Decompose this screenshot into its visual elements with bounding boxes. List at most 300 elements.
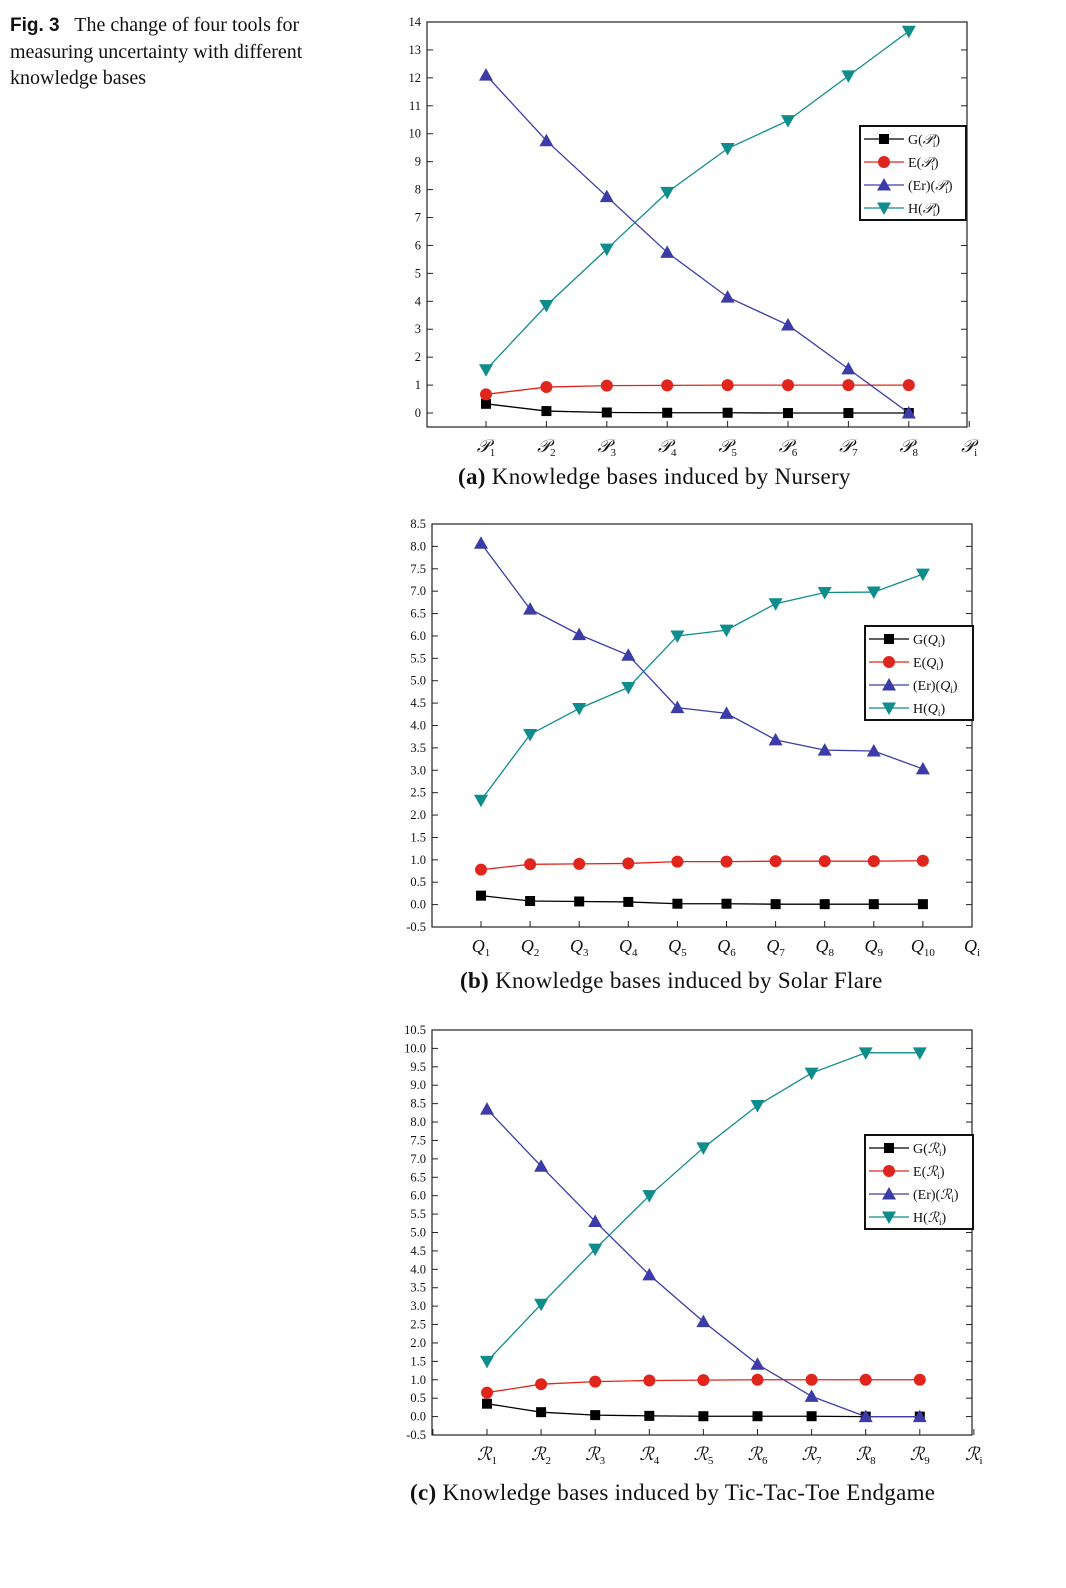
series-circle [481, 1374, 926, 1399]
data-point [572, 703, 586, 716]
data-point [723, 408, 733, 418]
legend-series-name: H [913, 702, 924, 717]
series-line [486, 75, 909, 413]
x-var: Q [569, 936, 583, 956]
data-point [721, 143, 735, 156]
data-point [843, 408, 853, 418]
x-subscript: 5 [681, 947, 687, 959]
y-tick-label: 1.0 [410, 1372, 426, 1387]
series-circle [475, 855, 929, 876]
legend-paren-close: ) [941, 1211, 947, 1226]
legend-paren-close: ) [947, 179, 953, 194]
series-line [486, 31, 909, 370]
x-subscript: 2 [545, 1455, 552, 1467]
data-point [479, 364, 493, 377]
x-var: 𝒫 [961, 436, 975, 456]
data-point [474, 536, 488, 549]
y-tick-label: 1.0 [410, 852, 426, 867]
x-subscript: 4 [670, 447, 677, 459]
x-var: ℛ [531, 1444, 546, 1464]
y-tick-label: 7.5 [410, 1133, 426, 1148]
data-point [573, 858, 585, 870]
data-point [903, 379, 915, 391]
caption-c-label: (c) [410, 1480, 437, 1505]
x-subscript: 9 [924, 1455, 930, 1467]
data-point [753, 1411, 763, 1421]
x-subscript: 8 [870, 1455, 876, 1467]
legend-paren: ( [935, 679, 941, 694]
data-point [698, 1411, 708, 1421]
data-point [475, 864, 487, 876]
x-tick-label [570, 936, 589, 959]
legend-subscript: i [950, 685, 953, 695]
y-tick-label: 10.0 [404, 1041, 426, 1056]
legend-label [913, 1165, 945, 1181]
x-var: ℛ [585, 1444, 600, 1464]
data-point [622, 857, 634, 869]
legend [865, 626, 973, 720]
legend-paren: ( [921, 1165, 927, 1180]
y-tick-label: 4.0 [410, 718, 426, 733]
data-point [770, 855, 782, 867]
x-subscript: 6 [791, 447, 798, 459]
data-point [769, 733, 783, 746]
legend-subscript: i [937, 639, 941, 649]
data-point [621, 682, 635, 695]
x-var: Q [766, 936, 780, 956]
data-point [867, 587, 881, 600]
x-var: 𝒫 [537, 436, 551, 456]
x-tick-label [911, 936, 936, 959]
legend-series-name: G [913, 1142, 924, 1157]
data-point [721, 290, 735, 303]
legend-paren-close: ) [939, 1165, 945, 1180]
y-tick-label: 7.0 [410, 584, 426, 599]
x-tick-label [900, 436, 919, 459]
legend-var: Q [927, 702, 938, 717]
x-subscript: 6 [730, 947, 736, 959]
y-tick-label: 5.0 [410, 1225, 426, 1240]
data-point [781, 115, 795, 128]
y-tick-label: 14 [408, 15, 421, 29]
x-var: ℛ [801, 1444, 817, 1464]
data-point [541, 406, 551, 416]
y-tick-label: 5.5 [410, 651, 426, 666]
y-tick-label: 2.5 [410, 1317, 426, 1332]
y-tick-label: 1.5 [410, 1354, 426, 1369]
data-point [721, 856, 733, 868]
data-point [476, 891, 486, 901]
x-var: Q [717, 936, 731, 956]
x-tick-label [766, 936, 785, 959]
legend-subscript: i [951, 1194, 954, 1204]
legend-paren-close: ) [953, 1188, 959, 1203]
data-point [481, 1387, 493, 1399]
data-point [805, 1389, 819, 1402]
data-point [842, 379, 854, 391]
legend-subscript: i [932, 208, 936, 218]
series-square [476, 891, 928, 910]
legend-paren-close: ) [933, 156, 939, 171]
legend-paren-close: ) [935, 133, 941, 148]
data-point [525, 896, 535, 906]
x-tick-label [693, 1444, 713, 1467]
data-point [623, 897, 633, 907]
data-point [621, 648, 635, 661]
x-tick-label [619, 936, 638, 959]
legend-series-name: E [908, 156, 917, 171]
caption-b [460, 968, 883, 994]
legend-paren: ( [923, 1211, 928, 1226]
legend-series-name: (Er) [913, 679, 936, 694]
x-subscript: 9 [877, 947, 884, 959]
y-tick-label: 6.5 [410, 606, 426, 621]
caption-c [410, 1477, 980, 1509]
x-subscript: 5 [707, 1455, 714, 1467]
caption-c-text: Knowledge bases induced by Tic-Tac-Toe Endgame [442, 1480, 936, 1505]
legend-subscript: i [936, 662, 939, 672]
x-subscript: 10 [923, 947, 935, 959]
y-tick-label: 9.5 [410, 1059, 426, 1074]
legend-label [908, 133, 940, 149]
data-point [781, 318, 795, 331]
legend-subscript: i [938, 1148, 942, 1158]
y-tick-label: 4.5 [410, 696, 426, 711]
x-var: ℛ [855, 1444, 871, 1464]
y-tick-label: 6.0 [410, 628, 426, 643]
data-point [902, 26, 916, 39]
x-subscript: 2 [550, 447, 556, 459]
y-tick-label: 5 [414, 266, 421, 281]
data-point [524, 858, 536, 870]
x-var: Q [864, 936, 878, 956]
legend-subscript: i [937, 1171, 940, 1181]
x-tick-label [910, 1444, 930, 1467]
y-tick-label: 8.0 [410, 1115, 426, 1130]
x-subscript: 7 [779, 947, 785, 959]
legend-paren-close: ) [938, 656, 944, 671]
caption-a-label: (a) [458, 464, 486, 489]
legend-paren: ( [930, 179, 936, 194]
y-tick-label: 11 [408, 98, 421, 113]
legend-var: ℛ [926, 1165, 938, 1180]
y-tick-label: 0.5 [410, 1391, 426, 1406]
legend-series-name: E [913, 656, 922, 671]
data-point [661, 379, 673, 391]
data-point [601, 380, 613, 392]
x-subscript: i [979, 1455, 983, 1467]
x-var: 𝒫 [778, 436, 792, 456]
legend-marker [884, 634, 894, 644]
y-tick-label: 0 [414, 406, 421, 421]
legend-paren: ( [923, 633, 928, 648]
y-tick-label: 13 [408, 42, 421, 57]
data-point [590, 1410, 600, 1420]
legend-var: ℛ [940, 1188, 952, 1203]
data-point [917, 855, 929, 867]
data-point [523, 602, 537, 615]
legend-series-name: G [908, 133, 919, 148]
data-point [820, 899, 830, 909]
y-tick-label: 2 [414, 350, 421, 365]
x-axis-end-label [964, 936, 980, 959]
data-point [722, 899, 732, 909]
legend-var: Q [927, 633, 938, 648]
data-point [536, 1407, 546, 1417]
x-tick-label [598, 436, 617, 459]
data-point [751, 1357, 765, 1370]
legend-marker [884, 1143, 894, 1153]
legend-var: ℛ [927, 1211, 939, 1226]
legend-label [913, 1211, 946, 1227]
y-tick-label: 10 [408, 126, 421, 141]
x-subscript: 7 [816, 1455, 822, 1467]
x-var: 𝒫 [657, 436, 671, 456]
series-triangle-down [479, 26, 919, 377]
y-tick-label: 4 [414, 294, 421, 309]
legend-var: 𝒫 [922, 133, 933, 148]
x-tick-label [639, 1444, 659, 1467]
x-tick-label [531, 1444, 551, 1467]
series-line [481, 861, 923, 870]
series-line [481, 574, 923, 800]
caption-b-label: (b) [460, 968, 490, 993]
data-point [671, 856, 683, 868]
data-point [697, 1374, 709, 1386]
legend-subscript: i [945, 185, 948, 195]
legend-var: 𝒫 [922, 202, 933, 217]
legend-var: 𝒫 [935, 179, 946, 194]
data-point [523, 729, 537, 742]
x-var: Q [963, 936, 977, 956]
data-point [805, 1068, 819, 1081]
plot-frame [427, 22, 967, 427]
series-square [481, 399, 914, 418]
legend-subscript: i [931, 162, 934, 172]
series-line [481, 896, 923, 905]
y-tick-label: 9 [414, 154, 421, 169]
data-point [819, 855, 831, 867]
series-square [482, 1399, 925, 1422]
x-tick-label [585, 1444, 605, 1467]
x-tick-label [658, 436, 677, 459]
x-subscript: 8 [912, 447, 919, 459]
data-point [913, 1047, 927, 1060]
x-tick-label [748, 1444, 768, 1467]
data-point [868, 855, 880, 867]
legend-paren-close: ) [952, 679, 958, 694]
x-var: 𝒫 [476, 436, 490, 456]
legend [860, 126, 966, 220]
x-subscript: 6 [761, 1455, 768, 1467]
legend-paren-close: ) [940, 702, 946, 717]
x-axis-end-label [961, 436, 979, 459]
legend-marker [883, 656, 895, 668]
legend-label [913, 633, 945, 649]
caption-b-text: Knowledge bases induced by Solar Flare [495, 968, 883, 993]
data-point [535, 1378, 547, 1390]
legend-paren-close: ) [940, 633, 946, 648]
x-var: 𝒫 [899, 436, 913, 456]
y-tick-label: 8.5 [410, 517, 426, 531]
y-tick-label: 3.5 [410, 740, 426, 755]
chart-nursery [0, 0, 1066, 470]
x-subscript: 3 [582, 947, 589, 959]
series-triangle-down [474, 569, 930, 808]
x-var: Q [668, 936, 682, 956]
x-subscript: 3 [599, 1455, 606, 1467]
y-tick-label: -0.5 [406, 920, 426, 934]
y-tick-label: 3 [414, 322, 421, 337]
legend-subscript: i [937, 708, 941, 718]
x-var: ℛ [747, 1444, 762, 1464]
data-point [589, 1376, 601, 1388]
data-point [479, 68, 493, 81]
legend-series-name: H [913, 1211, 924, 1226]
x-subscript: 3 [610, 447, 617, 459]
legend-marker [883, 1165, 895, 1177]
y-tick-label: 9.0 [410, 1078, 426, 1093]
y-tick-label: 1.5 [410, 830, 426, 845]
y-tick-label: 3.0 [410, 1299, 426, 1314]
data-point [752, 1374, 764, 1386]
data-point [480, 1356, 494, 1369]
data-point [769, 598, 783, 611]
x-tick-label [718, 436, 737, 459]
data-point [782, 379, 794, 391]
legend-var: 𝒫 [921, 156, 932, 171]
data-point [644, 1411, 654, 1421]
series-line [487, 1109, 920, 1416]
legend-paren: ( [918, 202, 923, 217]
x-subscript: 7 [852, 447, 858, 459]
series-triangle-up [479, 68, 919, 418]
data-point [916, 569, 930, 582]
data-point [859, 1047, 873, 1060]
x-tick-label [521, 936, 540, 959]
legend-series-name: (Er) [913, 1188, 936, 1203]
data-point [841, 362, 855, 375]
x-subscript: 5 [731, 447, 737, 459]
legend-subscript: i [938, 1217, 942, 1227]
legend-subscript: i [932, 139, 936, 149]
legend-paren-close: ) [935, 202, 941, 217]
data-point [662, 408, 672, 418]
data-point [482, 1399, 492, 1409]
x-var: ℛ [693, 1444, 708, 1464]
y-tick-label: 8.0 [410, 539, 426, 554]
y-tick-label: 2.5 [410, 785, 426, 800]
legend-paren: ( [916, 156, 922, 171]
data-point [751, 1100, 765, 1113]
x-tick-label [472, 936, 491, 959]
data-point [807, 1411, 817, 1421]
legend-label [908, 156, 939, 172]
x-subscript: i [974, 447, 978, 459]
y-tick-label: 0.5 [410, 875, 426, 890]
x-var: Q [619, 936, 633, 956]
x-var: ℛ [909, 1444, 925, 1464]
legend-marker [879, 134, 889, 144]
y-tick-label: -0.5 [406, 1428, 426, 1442]
data-point [771, 899, 781, 909]
y-tick-label: 2.0 [410, 808, 426, 823]
y-tick-label: 8.5 [410, 1096, 426, 1111]
y-tick-label: 6 [414, 238, 421, 253]
data-point [869, 899, 879, 909]
legend-label [913, 656, 944, 672]
x-subscript: 1 [489, 447, 496, 459]
figure-caption-text: The change of four tools for measuring uncertainty with different knowledge bases [10, 14, 303, 89]
series-triangle-up [474, 536, 930, 774]
legend-series-name: G [913, 633, 924, 648]
x-var: Q [910, 936, 924, 956]
y-tick-label: 7 [414, 210, 421, 225]
legend [865, 1135, 973, 1229]
data-point [540, 381, 552, 393]
plot-frame [432, 1030, 972, 1435]
x-tick-label [865, 936, 884, 959]
legend-series-name: H [908, 202, 919, 217]
x-subscript: 8 [828, 947, 834, 959]
data-point [672, 899, 682, 909]
y-tick-label: 6.5 [410, 1170, 426, 1185]
x-tick-label [815, 936, 834, 959]
y-tick-label: 6.0 [410, 1188, 426, 1203]
y-tick-label: 1 [414, 378, 421, 393]
y-tick-label: 3.0 [410, 763, 426, 778]
data-point [914, 1374, 926, 1386]
data-point [783, 408, 793, 418]
data-point [860, 1374, 872, 1386]
y-tick-label: 4.5 [410, 1243, 426, 1258]
data-point [572, 628, 586, 640]
data-point [916, 762, 930, 775]
x-axis-end-label [965, 1444, 982, 1467]
y-tick-label: 8 [414, 182, 421, 197]
y-tick-label: 12 [408, 70, 421, 85]
x-tick-label [802, 1444, 822, 1467]
y-tick-label: 3.5 [410, 1280, 426, 1295]
x-tick-label [779, 436, 798, 459]
y-tick-label: 4.0 [410, 1262, 426, 1277]
y-tick-label: 7.0 [410, 1151, 426, 1166]
y-tick-label: 10.5 [404, 1023, 426, 1037]
data-point [867, 744, 881, 757]
x-var: 𝒫 [718, 436, 732, 456]
y-tick-label: 7.5 [410, 561, 426, 576]
x-tick-label [668, 936, 687, 959]
y-tick-label: 5.0 [410, 673, 426, 688]
legend-marker [878, 156, 890, 168]
legend-paren: ( [921, 656, 927, 671]
data-point [806, 1374, 818, 1386]
legend-var: Q [940, 679, 951, 694]
y-tick-label: 5.5 [410, 1207, 426, 1222]
x-subscript: 4 [632, 947, 638, 959]
data-point [696, 1315, 710, 1328]
x-tick-label [717, 936, 736, 959]
legend-series-name: E [913, 1165, 922, 1180]
x-subscript: 1 [484, 947, 491, 959]
data-point [722, 379, 734, 391]
legend-paren: ( [923, 1142, 928, 1157]
series-line [481, 543, 923, 769]
data-point [474, 795, 488, 808]
x-var: 𝒫 [597, 436, 611, 456]
data-point [480, 1102, 494, 1115]
data-point [918, 899, 928, 909]
